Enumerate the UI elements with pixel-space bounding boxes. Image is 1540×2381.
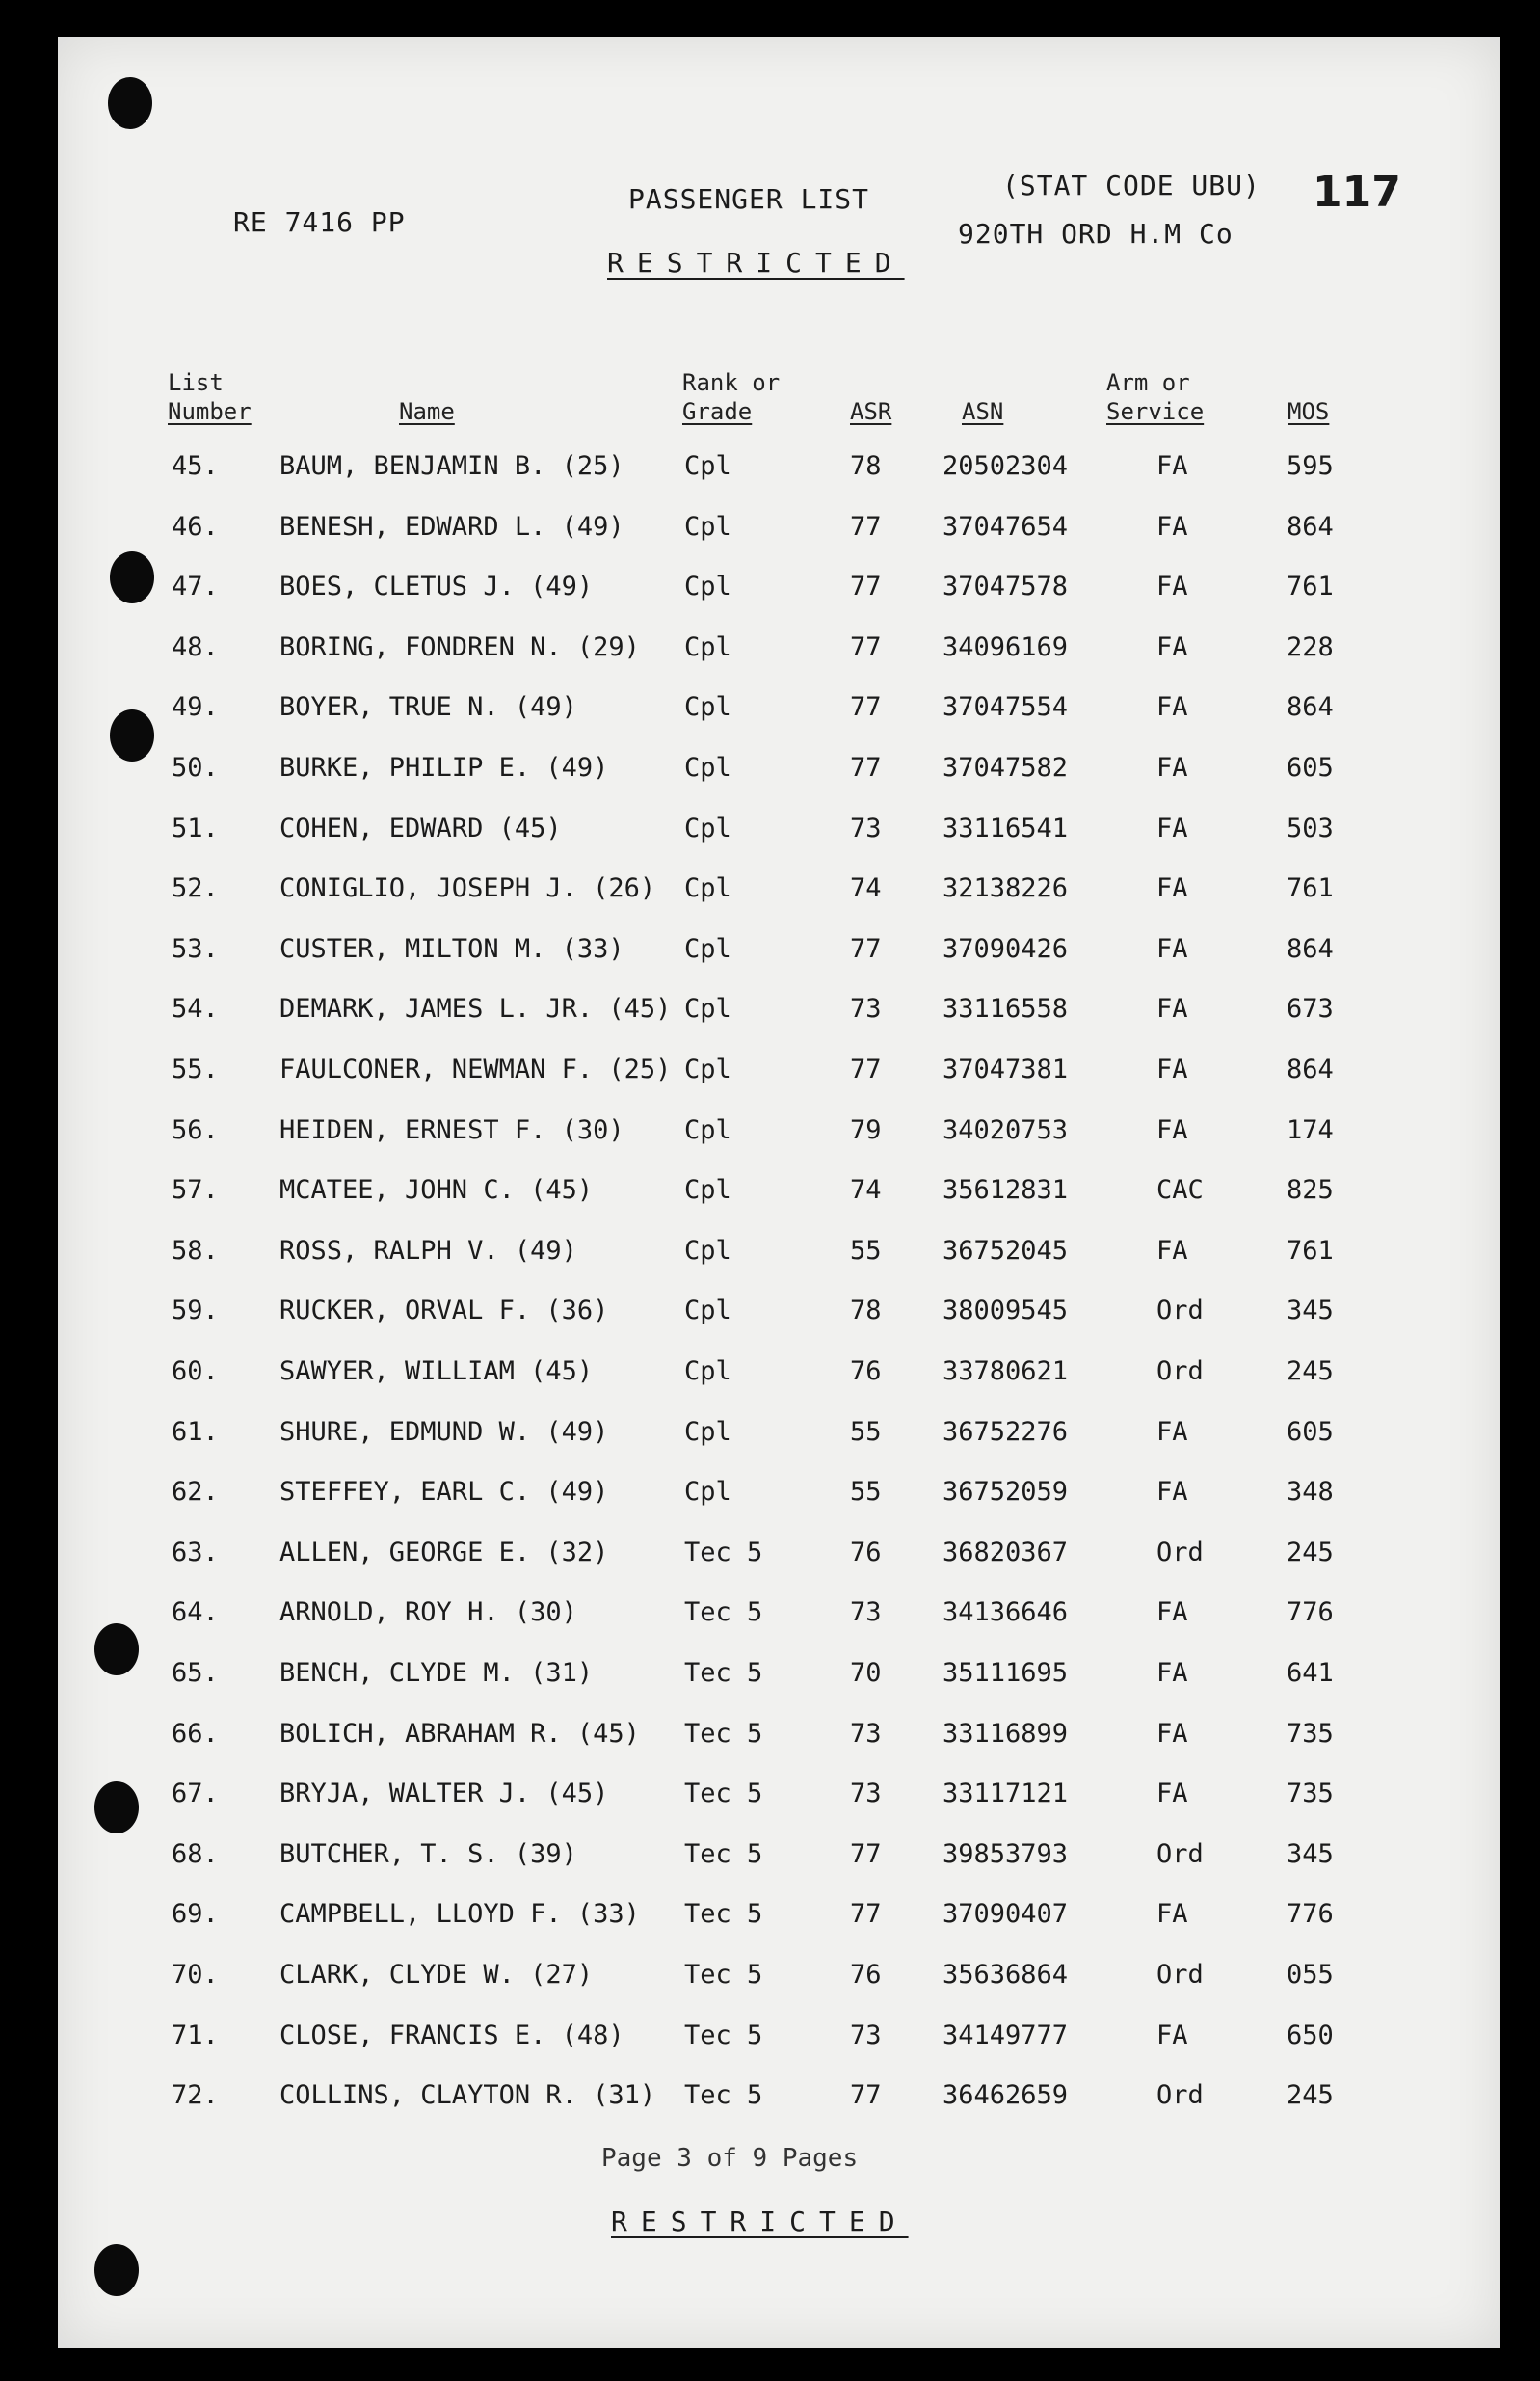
cell-asn: 39853793 <box>943 1838 1069 1869</box>
cell-arm: FA <box>1156 753 1188 783</box>
cell-arm: FA <box>1156 1235 1188 1266</box>
page-of-pages: Page 3 of 9 Pages <box>601 2144 859 2173</box>
cell-asr: 78 <box>850 1296 882 1326</box>
cell-asr: 77 <box>850 1899 882 1930</box>
cell-mos: 761 <box>1287 572 1334 602</box>
cell-num: 57. <box>172 1175 219 1206</box>
cell-mos: 735 <box>1287 1718 1334 1749</box>
cell-num: 67. <box>172 1779 219 1809</box>
cell-asr: 74 <box>850 873 882 904</box>
cell-arm: FA <box>1156 813 1188 843</box>
cell-arm: FA <box>1156 692 1188 723</box>
cell-name: CUSTER, MILTON M. (33) <box>279 933 624 964</box>
cell-mos: 605 <box>1287 753 1334 783</box>
cell-asn: 35111695 <box>943 1658 1069 1688</box>
cell-arm: FA <box>1156 994 1188 1025</box>
cell-asr: 55 <box>850 1416 882 1447</box>
cell-name: COLLINS, CLAYTON R. (31) <box>279 2080 656 2111</box>
cell-asn: 37047578 <box>943 572 1069 602</box>
cell-mos: 673 <box>1287 994 1334 1025</box>
cell-asn: 34020753 <box>943 1114 1069 1145</box>
cell-num: 68. <box>172 1838 219 1869</box>
cell-mos: 825 <box>1287 1175 1334 1206</box>
col-list-label: List <box>168 369 224 396</box>
cell-name: ARNOLD, ROY H. (30) <box>279 1597 577 1628</box>
cell-asr: 73 <box>850 1718 882 1749</box>
cell-grade: Cpl <box>684 1114 731 1145</box>
cell-asr: 76 <box>850 1356 882 1386</box>
cell-name: HEIDEN, ERNEST F. (30) <box>279 1114 624 1145</box>
cell-asr: 77 <box>850 1055 882 1084</box>
cell-num: 55. <box>172 1055 219 1084</box>
cell-name: RUCKER, ORVAL F. (36) <box>279 1296 609 1326</box>
cell-asr: 55 <box>850 1477 882 1508</box>
cell-asr: 76 <box>850 1960 882 1990</box>
cell-num: 62. <box>172 1477 219 1508</box>
cell-grade: Cpl <box>684 451 731 481</box>
cell-grade: Cpl <box>684 1416 731 1447</box>
cell-num: 71. <box>172 2020 219 2050</box>
cell-grade: Tec 5 <box>684 1838 763 1869</box>
document-page <box>58 37 1500 2348</box>
cell-num: 48. <box>172 631 219 662</box>
cell-grade: Tec 5 <box>684 1779 763 1809</box>
cell-asn: 32138226 <box>943 873 1069 904</box>
cell-grade: Cpl <box>684 933 731 964</box>
cell-name: BOES, CLETUS J. (49) <box>279 572 594 602</box>
cell-mos: 503 <box>1287 813 1334 843</box>
col-list-number-header <box>168 368 252 426</box>
cell-num: 61. <box>172 1416 219 1447</box>
cell-asn: 35612831 <box>943 1175 1069 1206</box>
cell-mos: 776 <box>1287 1597 1334 1628</box>
cell-mos: 174 <box>1287 1114 1334 1145</box>
cell-grade: Tec 5 <box>684 2020 763 2050</box>
cell-grade: Cpl <box>684 692 731 723</box>
cell-num: 70. <box>172 1960 219 1990</box>
cell-name: FAULCONER, NEWMAN F. (25) <box>279 1055 672 1084</box>
cell-mos: 761 <box>1287 873 1334 904</box>
cell-mos: 641 <box>1287 1658 1334 1688</box>
cell-name: SAWYER, WILLIAM (45) <box>279 1356 594 1386</box>
cell-arm: Ord <box>1156 1960 1204 1990</box>
cell-asn: 33116899 <box>943 1718 1069 1749</box>
cell-num: 65. <box>172 1658 219 1688</box>
cell-mos: 228 <box>1287 631 1334 662</box>
cell-arm: FA <box>1156 1055 1188 1084</box>
cell-arm: FA <box>1156 1477 1188 1508</box>
col-arm-label: Arm or <box>1106 369 1190 396</box>
cell-asn: 34149777 <box>943 2020 1069 2050</box>
cell-num: 59. <box>172 1296 219 1326</box>
cell-mos: 864 <box>1287 1055 1334 1084</box>
cell-name: SHURE, EDMUND W. (49) <box>279 1416 609 1447</box>
cell-name: BOLICH, ABRAHAM R. (45) <box>279 1718 640 1749</box>
cell-num: 49. <box>172 692 219 723</box>
cell-num: 52. <box>172 873 219 904</box>
punch-hole <box>94 1781 139 1833</box>
cell-mos: 345 <box>1287 1296 1334 1326</box>
cell-asn: 36752045 <box>943 1235 1069 1266</box>
cell-mos: 345 <box>1287 1838 1334 1869</box>
restricted-header: RESTRICTED <box>607 247 905 279</box>
cell-num: 58. <box>172 1235 219 1266</box>
cell-asn: 34096169 <box>943 631 1069 662</box>
cell-asr: 73 <box>850 1597 882 1628</box>
cell-num: 45. <box>172 451 219 481</box>
cell-mos: 055 <box>1287 1960 1334 1990</box>
cell-mos: 245 <box>1287 1537 1334 1567</box>
cell-name: BENESH, EDWARD L. (49) <box>279 511 624 542</box>
cell-arm: FA <box>1156 2020 1188 2050</box>
cell-arm: FA <box>1156 631 1188 662</box>
col-grade-header <box>682 368 780 426</box>
page-number: 117 <box>1313 168 1401 217</box>
cell-num: 72. <box>172 2080 219 2111</box>
cell-mos: 776 <box>1287 1899 1334 1930</box>
cell-name: ALLEN, GEORGE E. (32) <box>279 1537 609 1567</box>
cell-asn: 34136646 <box>943 1597 1069 1628</box>
restricted-footer: RESTRICTED <box>611 2206 909 2237</box>
cell-asn: 36820367 <box>943 1537 1069 1567</box>
cell-name: ROSS, RALPH V. (49) <box>279 1235 577 1266</box>
cell-asr: 77 <box>850 753 882 783</box>
cell-arm: FA <box>1156 933 1188 964</box>
cell-num: 50. <box>172 753 219 783</box>
cell-grade: Cpl <box>684 873 731 904</box>
cell-asn: 38009545 <box>943 1296 1069 1326</box>
cell-asn: 37090407 <box>943 1899 1069 1930</box>
punch-hole <box>108 77 152 129</box>
cell-arm: FA <box>1156 1597 1188 1628</box>
cell-asr: 77 <box>850 631 882 662</box>
cell-mos: 245 <box>1287 2080 1334 2111</box>
col-asr-header: ASR <box>850 398 892 425</box>
cell-asn: 36752276 <box>943 1416 1069 1447</box>
cell-mos: 650 <box>1287 2020 1334 2050</box>
cell-asr: 73 <box>850 813 882 843</box>
cell-mos: 761 <box>1287 1235 1334 1266</box>
cell-name: CLARK, CLYDE W. (27) <box>279 1960 594 1990</box>
cell-arm: CAC <box>1156 1175 1204 1206</box>
cell-arm: FA <box>1156 1658 1188 1688</box>
cell-num: 63. <box>172 1537 219 1567</box>
cell-asn: 37047381 <box>943 1055 1069 1084</box>
cell-grade: Cpl <box>684 631 731 662</box>
col-asn-header: ASN <box>962 398 1004 425</box>
cell-num: 47. <box>172 572 219 602</box>
cell-asr: 77 <box>850 511 882 542</box>
cell-grade: Cpl <box>684 1477 731 1508</box>
cell-name: DEMARK, JAMES L. JR. (45) <box>279 994 672 1025</box>
cell-asn: 37047554 <box>943 692 1069 723</box>
cell-name: BOYER, TRUE N. (49) <box>279 692 577 723</box>
cell-name: CONIGLIO, JOSEPH J. (26) <box>279 873 656 904</box>
cell-arm: FA <box>1156 572 1188 602</box>
cell-name: BAUM, BENJAMIN B. (25) <box>279 451 624 481</box>
cell-asr: 77 <box>850 692 882 723</box>
cell-num: 66. <box>172 1718 219 1749</box>
col-rank-label: Rank or <box>682 369 781 396</box>
cell-asr: 79 <box>850 1114 882 1145</box>
cell-name: BENCH, CLYDE M. (31) <box>279 1658 594 1688</box>
cell-asr: 73 <box>850 994 882 1025</box>
col-grade-label: Grade <box>682 398 753 425</box>
cell-name: CLOSE, FRANCIS E. (48) <box>279 2020 624 2050</box>
cell-asn: 33116541 <box>943 813 1069 843</box>
col-mos-header: MOS <box>1288 398 1330 425</box>
cell-grade: Cpl <box>684 813 731 843</box>
cell-asn: 37090426 <box>943 933 1069 964</box>
cell-asr: 76 <box>850 1537 882 1567</box>
cell-grade: Tec 5 <box>684 1899 763 1930</box>
cell-asr: 77 <box>850 933 882 964</box>
punch-hole <box>110 551 154 603</box>
cell-grade: Cpl <box>684 1356 731 1386</box>
cell-name: CAMPBELL, LLOYD F. (33) <box>279 1899 640 1930</box>
cell-asn: 36462659 <box>943 2080 1069 2111</box>
cell-num: 53. <box>172 933 219 964</box>
cell-asr: 73 <box>850 1779 882 1809</box>
cell-arm: FA <box>1156 1718 1188 1749</box>
cell-grade: Cpl <box>684 572 731 602</box>
document-reference: RE 7416 PP <box>233 206 406 238</box>
cell-asr: 78 <box>850 451 882 481</box>
cell-mos: 348 <box>1287 1477 1334 1508</box>
cell-asn: 20502304 <box>943 451 1069 481</box>
cell-mos: 864 <box>1287 933 1334 964</box>
col-arm-header <box>1106 368 1204 426</box>
cell-mos: 735 <box>1287 1779 1334 1809</box>
cell-grade: Cpl <box>684 1175 731 1206</box>
cell-grade: Tec 5 <box>684 1537 763 1567</box>
cell-arm: Ord <box>1156 1356 1204 1386</box>
cell-grade: Cpl <box>684 511 731 542</box>
cell-name: STEFFEY, EARL C. (49) <box>279 1477 609 1508</box>
cell-asr: 77 <box>850 1838 882 1869</box>
cell-grade: Tec 5 <box>684 1718 763 1749</box>
cell-arm: Ord <box>1156 1838 1204 1869</box>
cell-mos: 245 <box>1287 1356 1334 1386</box>
cell-grade: Cpl <box>684 1235 731 1266</box>
cell-asr: 73 <box>850 2020 882 2050</box>
cell-name: BRYJA, WALTER J. (45) <box>279 1779 609 1809</box>
cell-num: 54. <box>172 994 219 1025</box>
cell-name: COHEN, EDWARD (45) <box>279 813 562 843</box>
cell-mos: 595 <box>1287 451 1334 481</box>
punch-hole <box>94 2244 139 2296</box>
cell-grade: Cpl <box>684 1055 731 1084</box>
cell-num: 69. <box>172 1899 219 1930</box>
cell-name: BORING, FONDREN N. (29) <box>279 631 640 662</box>
cell-asn: 37047582 <box>943 753 1069 783</box>
stat-code: (STAT CODE UBU) <box>1002 170 1261 201</box>
col-name-header: Name <box>399 398 455 425</box>
cell-arm: Ord <box>1156 1537 1204 1567</box>
cell-asr: 70 <box>850 1658 882 1688</box>
punch-hole <box>110 709 154 762</box>
cell-asr: 77 <box>850 2080 882 2111</box>
cell-name: MCATEE, JOHN C. (45) <box>279 1175 594 1206</box>
unit-name: 920TH ORD H.M Co <box>958 218 1234 250</box>
col-service-label: Service <box>1106 398 1205 425</box>
cell-grade: Tec 5 <box>684 1960 763 1990</box>
cell-asr: 74 <box>850 1175 882 1206</box>
cell-asn: 37047654 <box>943 511 1069 542</box>
cell-grade: Cpl <box>684 753 731 783</box>
cell-num: 56. <box>172 1114 219 1145</box>
cell-num: 46. <box>172 511 219 542</box>
cell-arm: FA <box>1156 451 1188 481</box>
cell-mos: 605 <box>1287 1416 1334 1447</box>
cell-arm: FA <box>1156 1416 1188 1447</box>
cell-mos: 864 <box>1287 511 1334 542</box>
cell-num: 64. <box>172 1597 219 1628</box>
cell-mos: 864 <box>1287 692 1334 723</box>
cell-num: 51. <box>172 813 219 843</box>
cell-name: BURKE, PHILIP E. (49) <box>279 753 609 783</box>
cell-arm: FA <box>1156 873 1188 904</box>
cell-asr: 77 <box>850 572 882 602</box>
cell-arm: FA <box>1156 511 1188 542</box>
cell-name: BUTCHER, T. S. (39) <box>279 1838 577 1869</box>
punch-hole <box>94 1623 139 1675</box>
cell-asn: 36752059 <box>943 1477 1069 1508</box>
cell-asr: 55 <box>850 1235 882 1266</box>
cell-grade: Tec 5 <box>684 2080 763 2111</box>
cell-asn: 33116558 <box>943 994 1069 1025</box>
cell-arm: Ord <box>1156 1296 1204 1326</box>
col-number-label: Number <box>168 398 252 425</box>
cell-arm: FA <box>1156 1899 1188 1930</box>
cell-asn: 35636864 <box>943 1960 1069 1990</box>
cell-grade: Tec 5 <box>684 1658 763 1688</box>
cell-arm: FA <box>1156 1779 1188 1809</box>
cell-arm: FA <box>1156 1114 1188 1145</box>
cell-arm: Ord <box>1156 2080 1204 2111</box>
cell-asn: 33780621 <box>943 1356 1069 1386</box>
cell-num: 60. <box>172 1356 219 1386</box>
cell-grade: Cpl <box>684 994 731 1025</box>
document-title: PASSENGER LIST <box>628 183 870 215</box>
cell-grade: Tec 5 <box>684 1597 763 1628</box>
cell-grade: Cpl <box>684 1296 731 1326</box>
cell-asn: 33117121 <box>943 1779 1069 1809</box>
